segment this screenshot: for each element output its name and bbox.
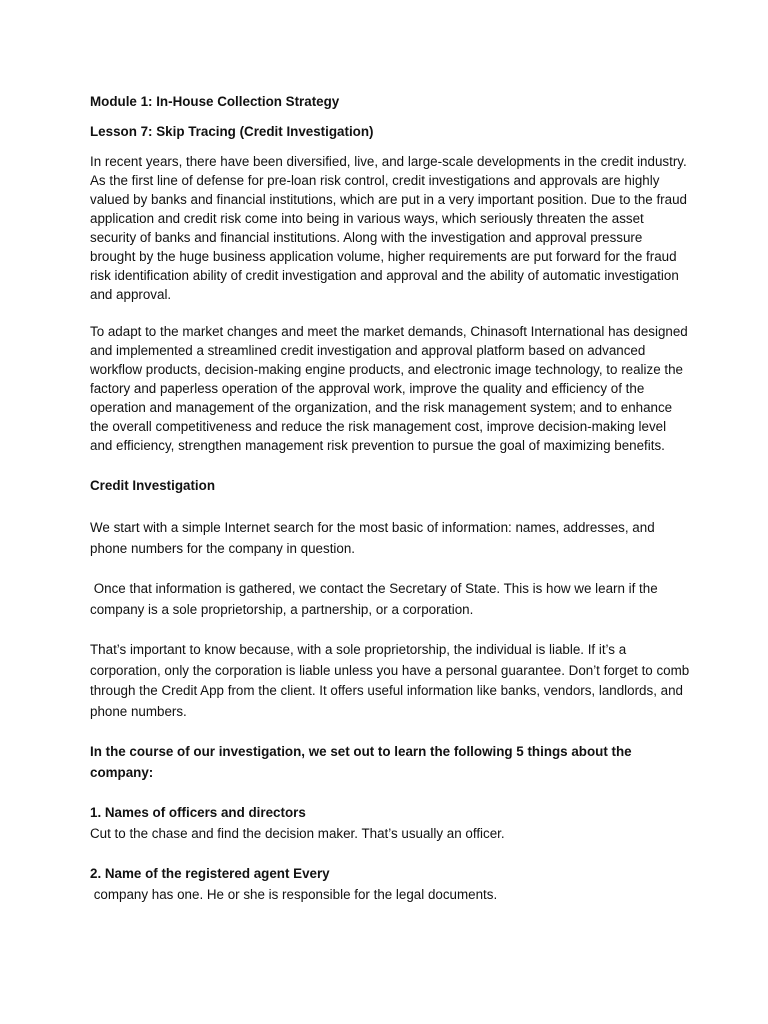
paragraph-1: In recent years, there have been diversified, live, and large-scale developments in the credit industry. As the first line of defense for pre-loan risk control, credit investigations and approvals are highly valued by banks and financial institutions, which are put in a very important position. Due to the fraud application and credit risk come into being in various ways, which seriously threaten the asset security of banks and financial institutions. Along with the investigation and approval pressure brought by the huge business application volume, higher requirements are put forward for the fraud risk identification ability of credit investigation and approval and the ability of automatic investigation and approval. [90, 154, 687, 302]
list-item [90, 803, 690, 844]
list-item-heading: 2. Name of the registered agent Every [90, 866, 330, 881]
paragraph-3: We start with a simple Internet search for the most basic of information: names, addresses, and phone numbers for the company in question. [90, 520, 655, 556]
document-page [90, 92, 690, 905]
list-item-body: Cut to the chase and find the decision maker. That’s usually an officer. [90, 825, 505, 841]
paragraph-4: Once that information is gathered, we contact the Secretary of State. This is how we learn if the company is a sole proprietorship, a partnership, or a corporation. [90, 581, 662, 617]
list-item-body: company has one. He or she is responsible for the legal documents. [90, 886, 498, 902]
list-item-heading: 1. Names of officers and directors [90, 805, 306, 820]
module-title: Module 1: In-House Collection Strategy [90, 94, 340, 109]
section-heading: Credit Investigation [90, 478, 215, 493]
list-item [90, 864, 690, 905]
paragraph-5: That’s important to know because, with a sole proprietorship, the individual is liable. If it’s a corporation, only the corporation is liable unless you have a personal guarantee. Don’t forget to comb through the Credit App from the client. It offers useful information like banks, vendors, landlords, and phone numbers. [90, 642, 690, 719]
list-intro: In the course of our investigation, we set out to learn the following 5 things about the company: [90, 744, 632, 780]
paragraph-2: To adapt to the market changes and meet the market demands, Chinasoft International has designed and implemented a streamlined credit investigation and approval platform based on advanced workflow products, decision-making engine products, and electronic image technology, to realize the factory and paperless operation of the approval work, improve the quality and efficiency of the operation and management of the organization, and the risk management system; and to enhance the overall competitiveness and reduce the risk management cost, improve decision-making level and efficiency, strengthen management risk prevention to pursue the goal of maximizing benefits. [90, 324, 688, 453]
lesson-title: Lesson 7: Skip Tracing (Credit Investigation) [90, 124, 374, 139]
